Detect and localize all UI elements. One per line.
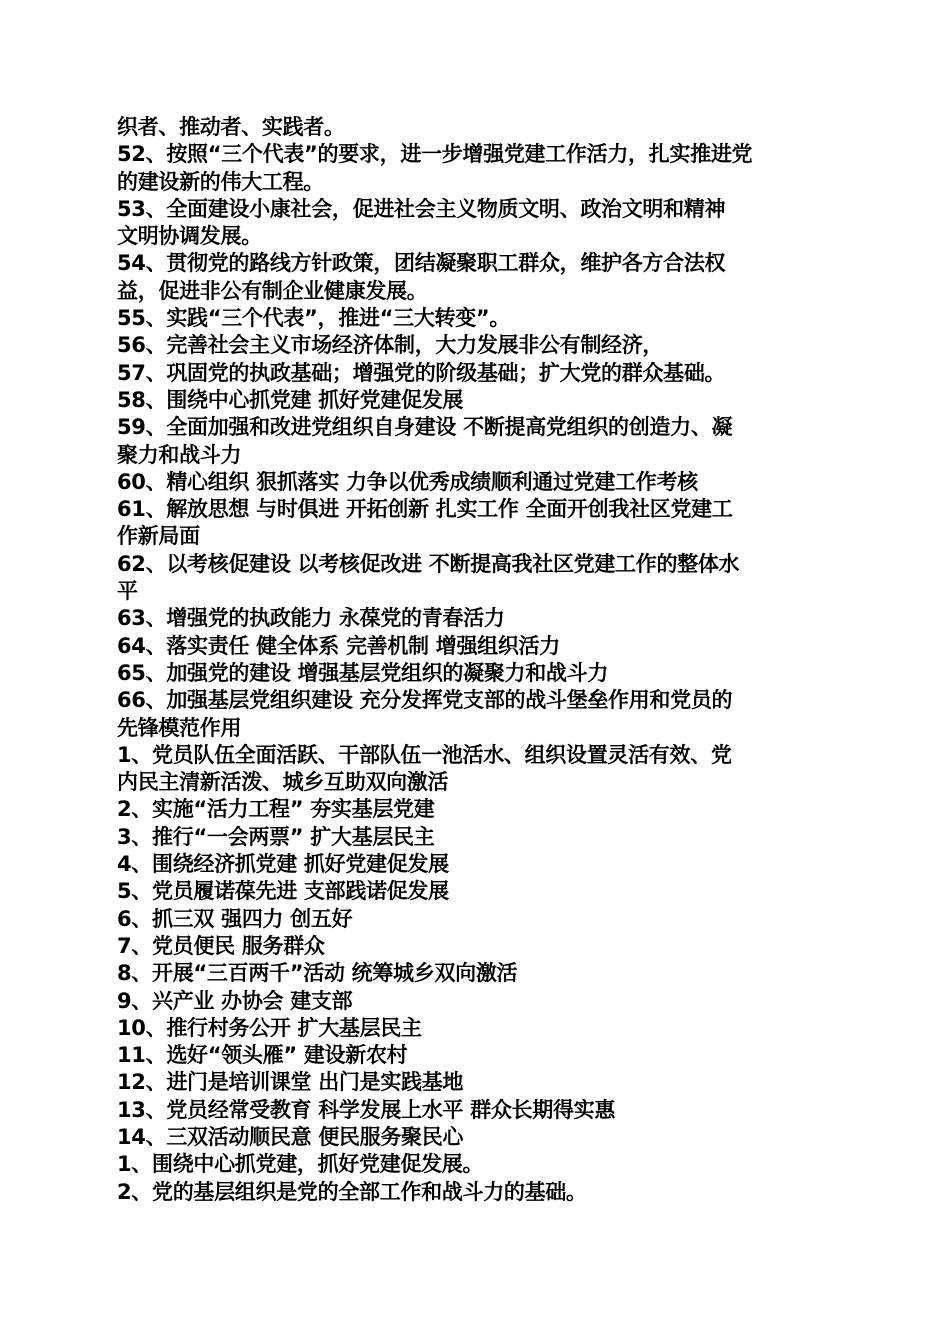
text-line: 益，促进非公有制企业健康发展。 [117, 278, 428, 303]
text-line: 10、推行村务公开 扩大基层民主 [117, 1015, 422, 1040]
text-line: 63、增强党的执政能力 永葆党的青春活力 [117, 606, 505, 631]
text-line: 7、党员便民 服务群众 [117, 933, 325, 958]
text-line: 55、实践“三个代表”，推进“三大转变”。 [117, 306, 511, 331]
text-line: 57、巩固党的执政基础；增强党的阶级基础；扩大党的群众基础。 [117, 360, 726, 385]
text-line: 9、兴产业 办协会 建支部 [117, 988, 353, 1013]
text-line: 平 [117, 579, 138, 604]
text-line: 14、三双活动顺民意 便民服务聚民心 [117, 1124, 464, 1149]
text-line: 的建设新的伟大工程。 [117, 169, 324, 194]
text-line: 53、全面建设小康社会，促进社会主义物质文明、政治文明和精神 [117, 196, 726, 221]
text-line: 1、围绕中心抓党建，抓好党建促发展。 [117, 1152, 484, 1177]
text-line: 3、推行“一会两票” 扩大基层民主 [117, 824, 435, 849]
text-line: 65、加强党的建设 增强基层党组织的凝聚力和战斗力 [117, 660, 609, 685]
text-line: 聚力和战斗力 [117, 442, 242, 467]
text-line: 56、完善社会主义市场经济体制，大力发展非公有制经济， [117, 333, 664, 358]
text-line: 52、按照“三个代表”的要求，进一步增强党建工作活力，扎实推进党 [117, 142, 753, 167]
document-body [117, 114, 837, 1206]
text-line: 13、党员经常受教育 科学发展上水平 群众长期得实惠 [117, 1097, 616, 1122]
text-line: 12、进门是培训课堂 出门是实践基地 [117, 1070, 464, 1095]
text-line: 62、以考核促建设 以考核促改进 不断提高我社区党建工作的整体水 [117, 551, 740, 576]
text-line: 2、实施“活力工程” 夯实基层党建 [117, 797, 435, 822]
text-line: 8、开展“三百两千”活动 统筹城乡双向激活 [117, 961, 518, 986]
text-line: 作新局面 [117, 524, 200, 549]
text-line: 54、贯彻党的路线方针政策，团结凝聚职工群众，维护各方合法权 [117, 251, 726, 276]
text-line: 2、党的基层组织是党的全部工作和战斗力的基础。 [117, 1179, 587, 1204]
text-line: 66、加强基层党组织建设 充分发挥党支部的战斗堡垒作用和党员的 [117, 688, 733, 713]
text-line: 1、党员队伍全面活跃、干部队伍一池活水、组织设置灵活有效、党 [117, 742, 732, 767]
text-line: 60、精心组织 狠抓落实 力争以优秀成绩顺利通过党建工作考核 [117, 469, 698, 494]
text-line: 内民主清新活泼、城乡互助双向激活 [117, 770, 449, 795]
text-line: 58、围绕中心抓党建 抓好党建促发展 [117, 387, 464, 412]
text-line: 64、落实责任 健全体系 完善机制 增强组织活力 [117, 633, 560, 658]
text-line: 织者、推动者、实践者。 [117, 115, 345, 139]
text-line: 先锋模范作用 [117, 715, 242, 740]
text-line: 6、抓三双 强四力 创五好 [117, 906, 353, 931]
text-line: 11、选好“领头雁” 建设新农村 [117, 1043, 408, 1068]
text-line: 59、全面加强和改进党组织自身建设 不断提高党组织的创造力、凝 [117, 415, 733, 440]
text-line: 4、围绕经济抓党建 抓好党建促发展 [117, 852, 449, 877]
text-line: 5、党员履诺葆先进 支部践诺促发展 [117, 879, 449, 904]
text-line: 61、解放思想 与时俱进 开拓创新 扎实工作 全面开创我社区党建工 [117, 497, 733, 522]
text-line: 文明协调发展。 [117, 224, 262, 249]
